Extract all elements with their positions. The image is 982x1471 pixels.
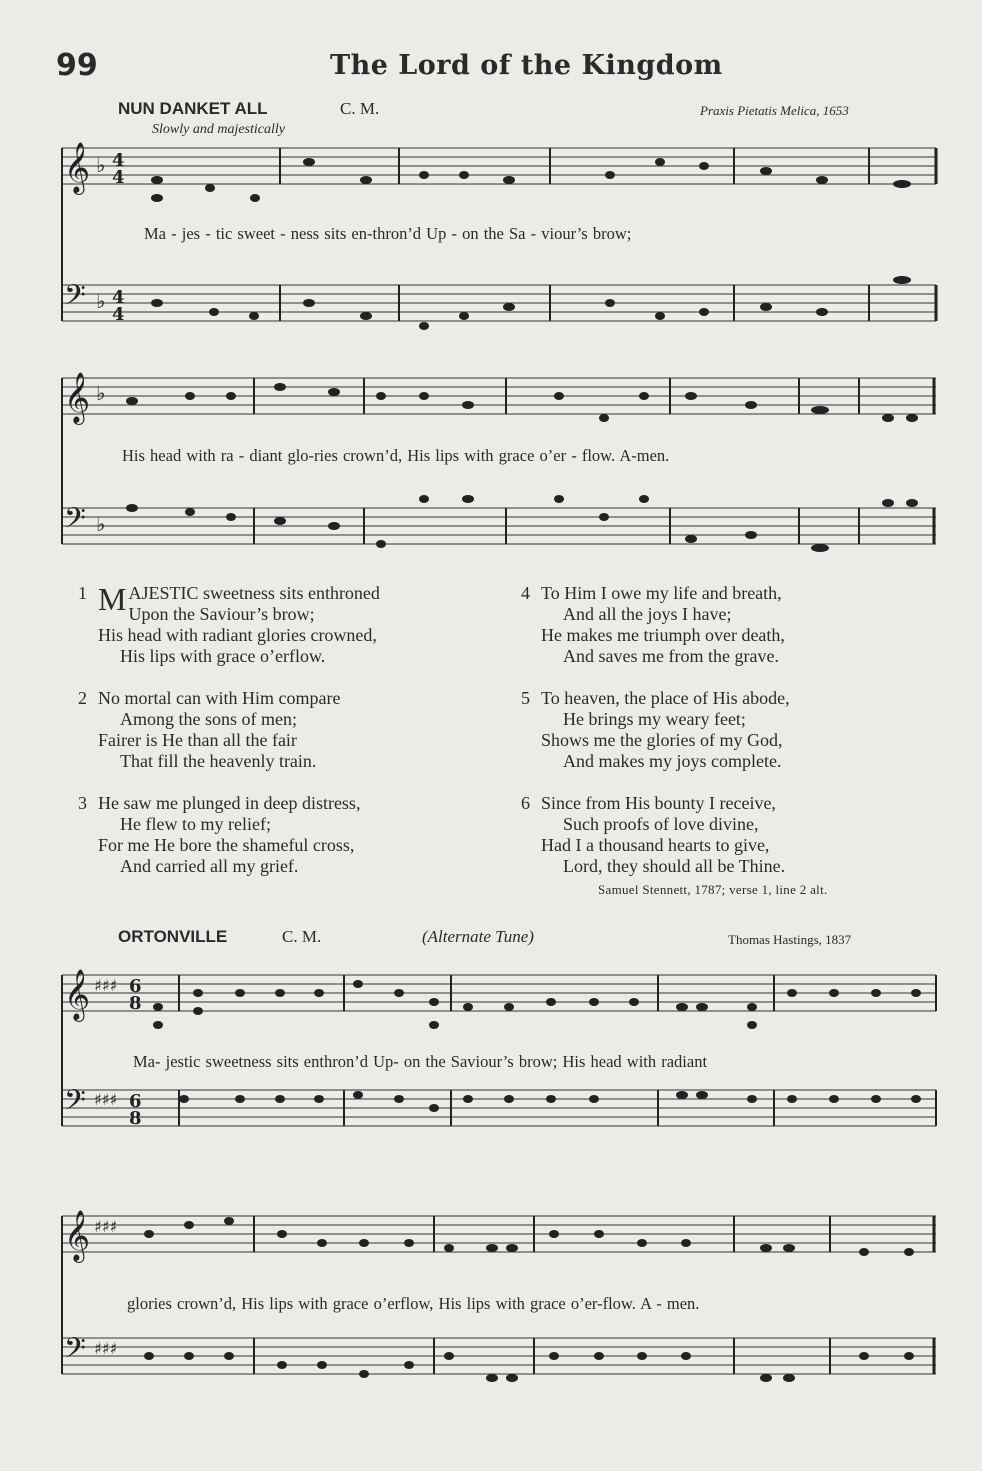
hymn1-tempo: Slowly and majestically [152, 122, 285, 137]
svg-text:𝄞: 𝄞 [64, 969, 91, 1020]
stanza-number: 1 [78, 583, 87, 603]
stanza-1 [78, 581, 508, 667]
svg-text:𝄞: 𝄞 [64, 1210, 91, 1261]
hymn2-alternate-tune: (Alternate Tune) [422, 927, 534, 946]
stanza-line: Such proofs of love divine, [563, 814, 759, 834]
svg-text:♭: ♭ [96, 289, 106, 313]
svg-text:♯♯♯: ♯♯♯ [94, 1217, 118, 1236]
hymn2-tune-name: ORTONVILLE [118, 927, 228, 946]
svg-text:𝄢: 𝄢 [64, 279, 86, 319]
stanza-line: Fairer is He than all the fair [98, 730, 297, 750]
stanza-line: And all the joys I have; [563, 604, 732, 624]
stanza-line: He makes me triumph over death, [541, 625, 785, 645]
stanza-line: He brings my weary feet; [563, 709, 746, 729]
stanza-line: And carried all my grief. [120, 856, 299, 876]
svg-text:𝄞: 𝄞 [64, 372, 91, 423]
svg-text:8: 8 [129, 993, 142, 1014]
stanza-line: For me He bore the shameful cross, [98, 835, 355, 855]
stanza-line: Upon the Saviour’s brow; [128, 604, 315, 624]
hymn1-lyrics-line-1: Ma - jes - tic sweet - ness sits en-thron’d Up - on the Sa - viour’s brow; [144, 224, 632, 243]
stanza-4 [521, 583, 951, 667]
stanza-3 [78, 793, 508, 877]
svg-text:♭: ♭ [96, 512, 106, 536]
stanza-line: AJESTIC sweetness sits enthroned [128, 583, 380, 603]
hymn2-composer: Thomas Hastings, 1837 [728, 932, 852, 947]
stanza-line: To heaven, the place of His abode, [541, 688, 790, 708]
page-title: The Lord of the Kingdom [330, 50, 723, 81]
stanza-line: Shows me the glories of my God, [541, 730, 783, 750]
svg-text:♭: ♭ [96, 381, 106, 405]
svg-text:♯♯♯: ♯♯♯ [94, 1339, 118, 1358]
stanza-line: That fill the heavenly train. [120, 751, 317, 771]
stanza-2 [78, 688, 508, 772]
svg-text:4: 4 [112, 287, 125, 308]
svg-text:𝄢: 𝄢 [64, 1084, 86, 1124]
svg-text:𝄢: 𝄢 [64, 1332, 86, 1372]
author-credit: Samuel Stennett, 1787; verse 1, line 2 alt. [598, 882, 828, 897]
stanza-line: He saw me plunged in deep distress, [98, 793, 361, 813]
stanza-line: No mortal can with Him compare [98, 688, 341, 708]
hymn2-lyrics-line-1: Ma- jestic sweetness sits enthron’d Up- on the Saviour’s brow; His head with radiant [133, 1052, 708, 1071]
dropcap-letter: M [98, 581, 127, 617]
svg-text:6: 6 [129, 976, 142, 997]
stanza-number: 2 [78, 688, 87, 708]
hymn1-tune-name: NUN DANKET ALL [118, 99, 268, 118]
stanza-line: Since from His bounty I receive, [541, 793, 776, 813]
svg-text:♯♯♯: ♯♯♯ [94, 1090, 118, 1109]
stanza-number: 6 [521, 793, 530, 813]
svg-text:♭: ♭ [96, 153, 106, 177]
stanza-line: His head with radiant glories crowned, [98, 625, 377, 645]
svg-text:4: 4 [112, 150, 125, 171]
stanza-line: His lips with grace o’erflow. [120, 646, 326, 666]
stanza-number: 3 [78, 793, 87, 813]
stanza-line: To Him I owe my life and breath, [541, 583, 782, 603]
stanza-line: Lord, they should all be Thine. [563, 856, 786, 876]
hymn2-meter: C. M. [282, 927, 322, 946]
svg-text:8: 8 [129, 1108, 142, 1129]
stanza-number: 4 [521, 583, 530, 603]
hymn1-meter: C. M. [340, 99, 380, 118]
stanza-line: Had I a thousand hearts to give, [541, 835, 770, 855]
page-number: 99 [56, 48, 98, 83]
stanza-5 [521, 688, 951, 772]
stanza-line: Among the sons of men; [120, 709, 297, 729]
svg-text:𝄢: 𝄢 [64, 502, 86, 542]
svg-text:4: 4 [112, 304, 125, 325]
stanza-line: And saves me from the grave. [563, 646, 779, 666]
svg-text:𝄞: 𝄞 [64, 142, 91, 193]
stanza-line: And makes my joys complete. [563, 751, 782, 771]
stanza-6 [521, 793, 951, 877]
stanza-number: 5 [521, 688, 530, 708]
hymn2-lyrics-line-2: glories crown’d, His lips with grace o’erflow, His lips with grace o’er-flow. A - men. [127, 1294, 700, 1313]
svg-text:6: 6 [129, 1091, 142, 1112]
hymn1-lyrics-line-2: His head with ra - diant glo-ries crown’d, His lips with grace o’er - flow. A-men. [122, 446, 670, 465]
svg-text:4: 4 [112, 167, 125, 188]
hymn1-source: Praxis Pietatis Melica, 1653 [700, 103, 849, 118]
svg-text:♯♯♯: ♯♯♯ [94, 976, 118, 995]
stanza-line: He flew to my relief; [120, 814, 271, 834]
